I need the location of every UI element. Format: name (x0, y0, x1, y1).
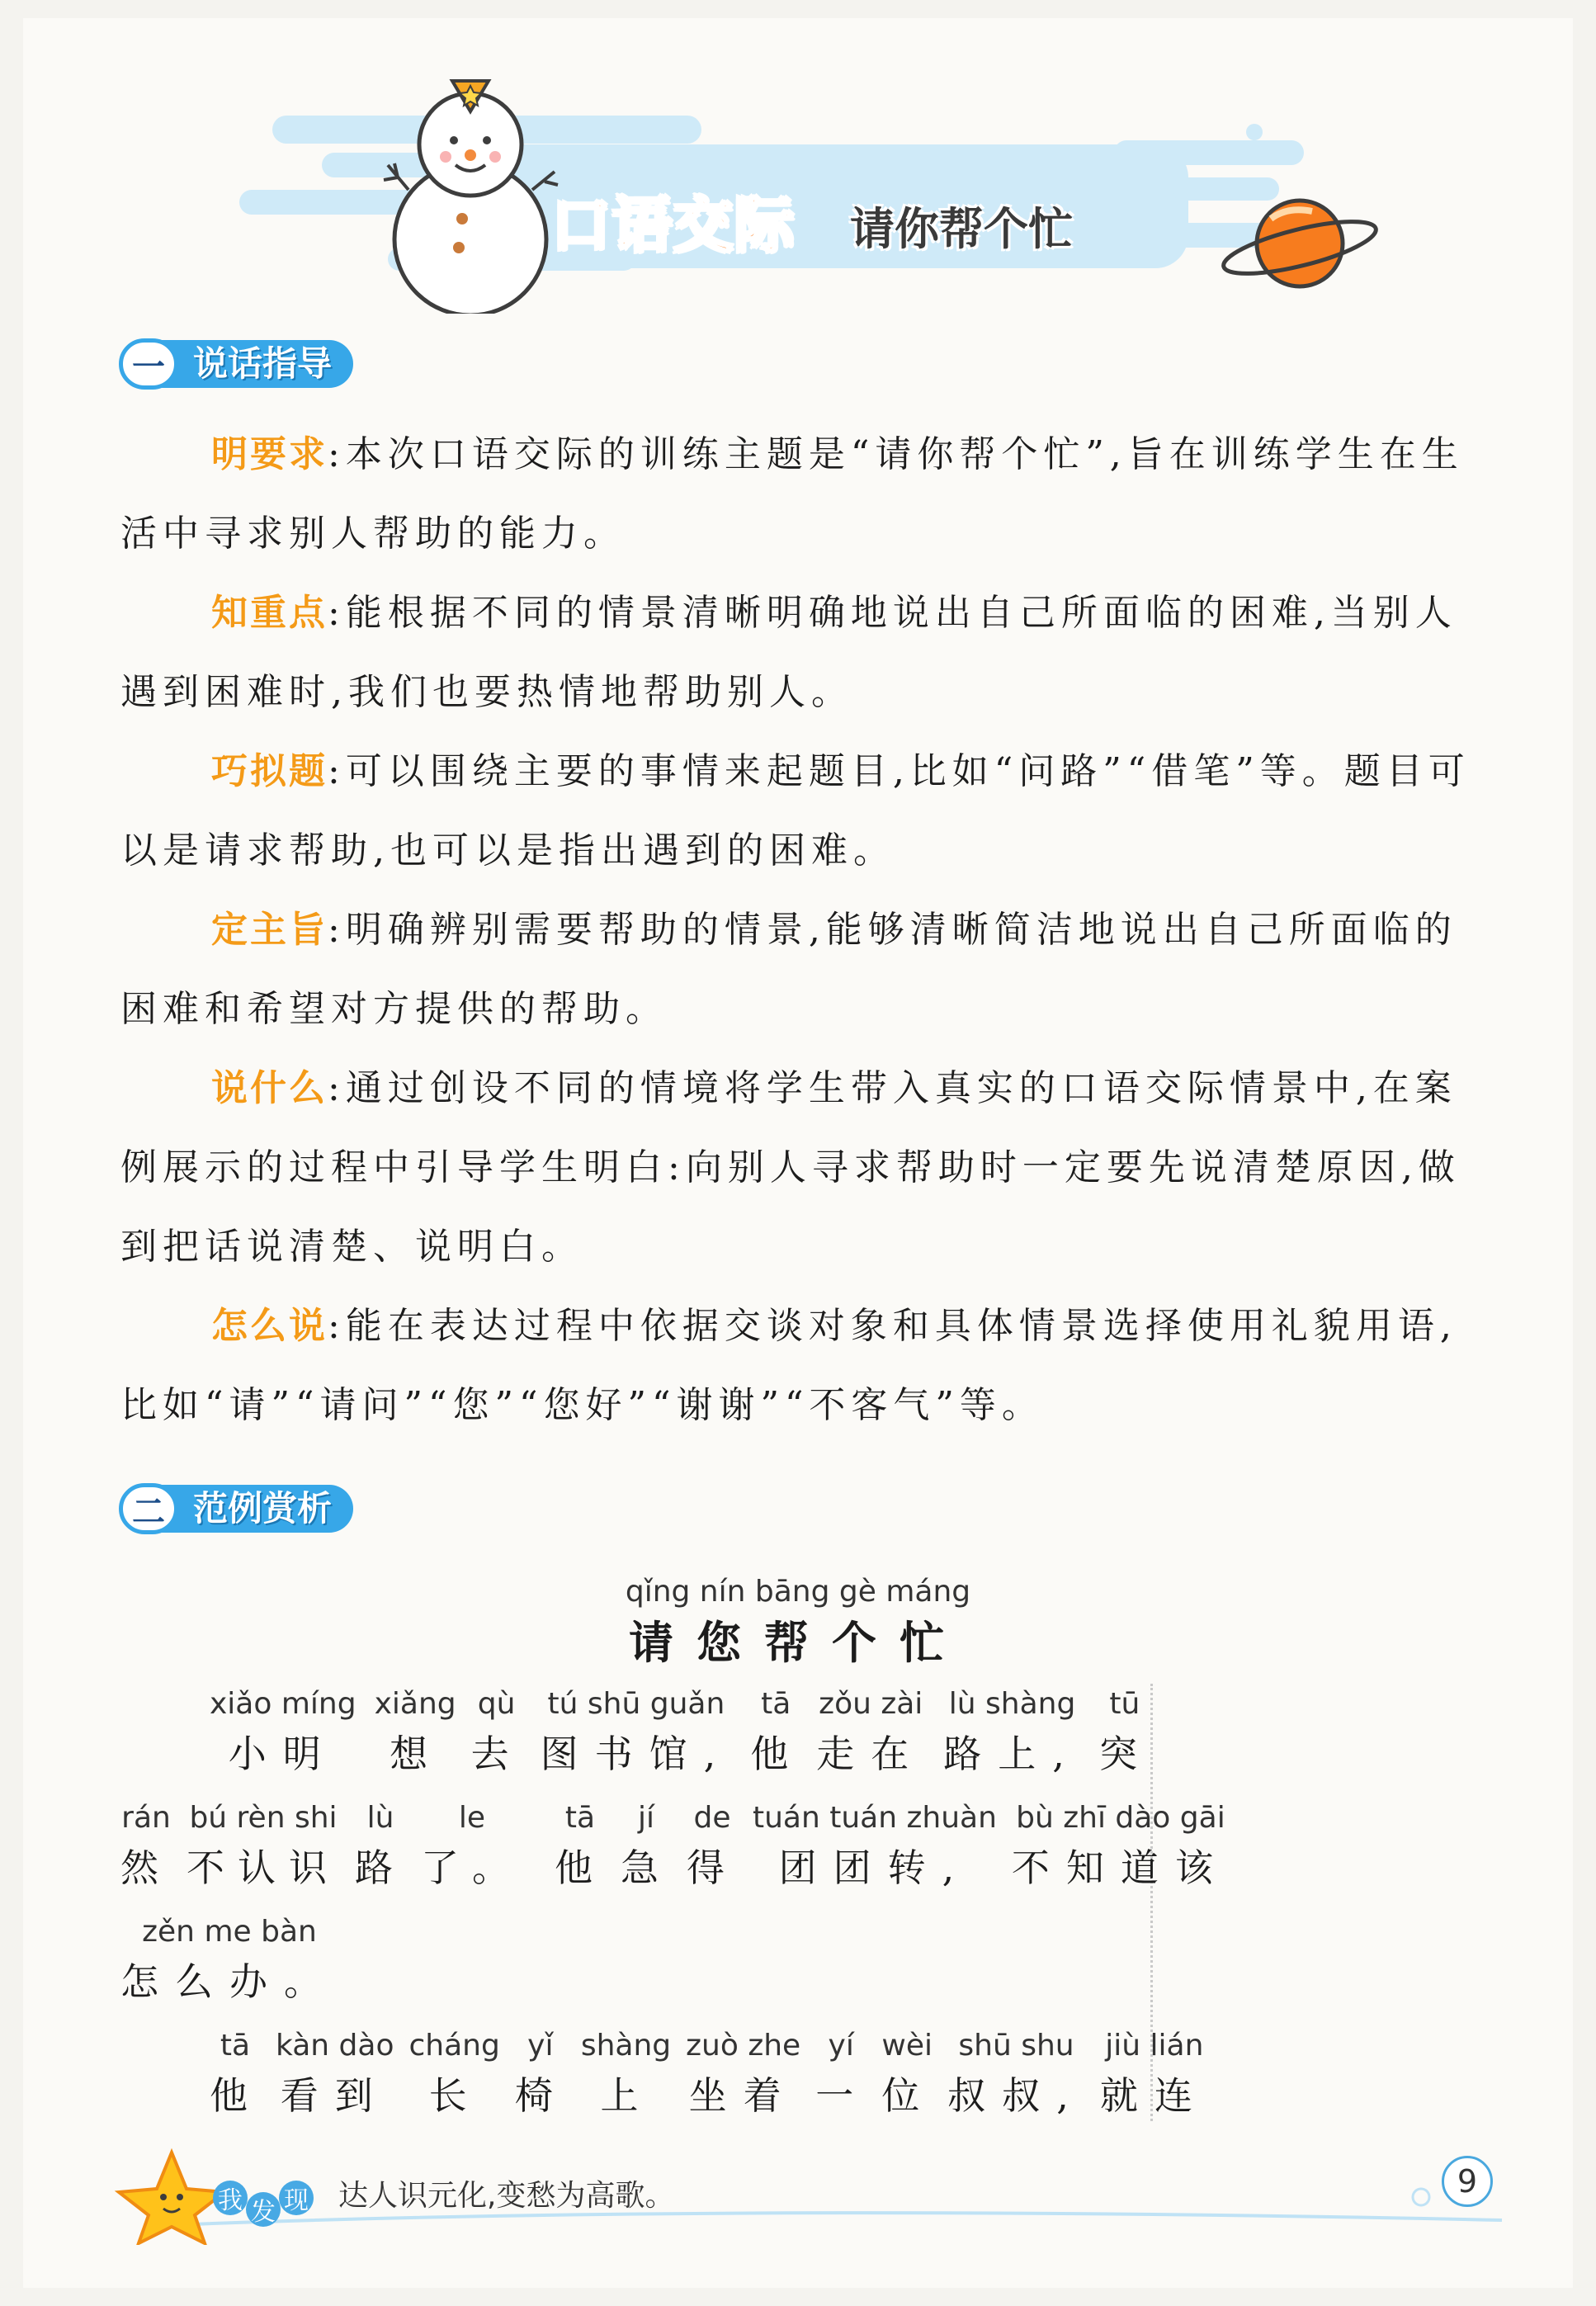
story-word (187, 1799, 340, 1898)
word-hanzi: 不知道该 (1011, 1845, 1230, 1890)
word-hanzi: 他 (750, 1732, 802, 1776)
word-hanzi: 小明 (228, 1732, 338, 1776)
word-pinyin: wèi (881, 2029, 933, 2063)
guide-text: :能在表达过程中依据交谈对象和具体情景选择使用礼貌用语,比如“请”“请问”“您”“您好”“谢谢”“不客气”等。 (120, 1305, 1457, 1426)
guide-key: 怎么说 (211, 1305, 328, 1347)
word-hanzi: 怎么办。 (120, 1959, 338, 2004)
guide-text: :本次口语交际的训练主题是“请你帮个忙”,旨在训练学生在生活中寻求别人帮助的能力。 (120, 433, 1464, 555)
story-word (947, 2027, 1085, 2126)
header-banner (0, 0, 1596, 314)
word-pinyin: zǒu zài (819, 1687, 923, 1721)
word-pinyin: tā (761, 1687, 791, 1721)
guide-paragraph (120, 732, 1490, 891)
word-hanzi: 了。 (421, 1845, 523, 1890)
word-pinyin: xiǎng (374, 1687, 456, 1721)
story-line (210, 2027, 1209, 2126)
word-hanzi: 想 (390, 1732, 441, 1776)
word-hanzi: 椅 (514, 2073, 566, 2118)
word-pinyin: shū shu (958, 2029, 1074, 2063)
story-word (515, 2027, 566, 2126)
word-pinyin: qù (477, 1687, 516, 1721)
section-number: 一 (119, 338, 178, 390)
word-pinyin: tuán tuán zhuàn (753, 1801, 997, 1835)
story-word (943, 1685, 1081, 1784)
word-pinyin: tū (1109, 1687, 1140, 1721)
story-word (581, 2027, 671, 2126)
word-hanzi: 他 (555, 1845, 606, 1890)
star-icon (119, 2152, 224, 2243)
word-pinyin: tā (220, 2029, 251, 2063)
word-pinyin: tú shū guǎn (547, 1687, 725, 1721)
word-hanzi: 然 (120, 1845, 172, 1890)
guide-key: 说什么 (211, 1067, 328, 1109)
word-pinyin: zuò zhe (686, 2029, 801, 2063)
guide-key: 明要求 (211, 433, 328, 475)
word-hanzi: 图书馆, (540, 1732, 733, 1776)
word-pinyin: cháng (408, 2029, 500, 2063)
story-word (555, 1799, 606, 1898)
word-pinyin: shàng (580, 2029, 672, 2063)
story-word (120, 1799, 172, 1898)
word-pinyin: jí (637, 1801, 654, 1835)
story-word (816, 1685, 925, 1784)
story-word (686, 2027, 800, 2126)
word-hanzi: 路上, (943, 1732, 1081, 1776)
word-hanzi: 不认识 (187, 1845, 340, 1890)
word-hanzi: 他 (210, 2073, 261, 2118)
lesson-category-title: 口语交际 (551, 191, 796, 260)
word-pinyin: bù zhī dào gāi (1016, 1801, 1225, 1835)
guide-key: 巧拟题 (211, 750, 328, 792)
story-word (881, 2027, 933, 2126)
story-word (1099, 1685, 1150, 1784)
story-word (471, 1685, 522, 1784)
footer (0, 2146, 1596, 2245)
word-hanzi: 路 (355, 1845, 406, 1890)
discover-badge-char: 发 (246, 2192, 281, 2227)
guide-text: :通过创设不同的情境将学生带入真实的口语交际情景中,在案例展示的过程中引导学生明白:向别人寻求帮助时一定要先说清楚原因,做到把话说清楚、说明白。 (120, 1067, 1461, 1268)
word-hanzi: 就连 (1099, 2073, 1209, 2118)
section-label: 范例赏析 (162, 1485, 353, 1533)
word-pinyin: kàn dào (276, 2029, 394, 2063)
guide-paragraph (120, 1049, 1490, 1287)
guide-text: :明确辨别需要帮助的情景,能够清晰简洁地说出自己所面临的困难和希望对方提供的帮助。 (120, 909, 1457, 1030)
section-heading-example (119, 1481, 353, 1536)
story-line (120, 1913, 338, 2012)
footer-quote: 达人识元化,变愁为高歌。 (338, 2179, 675, 2213)
word-hanzi: 得 (687, 1845, 738, 1890)
story-word (1012, 1799, 1230, 1898)
word-hanzi: 团团转, (778, 1845, 971, 1890)
word-pinyin: xiǎo míng (210, 1687, 357, 1721)
story-word (1100, 2027, 1209, 2126)
banner-decoration (0, 0, 1596, 314)
section-label: 说话指导 (162, 340, 353, 388)
story-word (750, 1685, 801, 1784)
story-word (210, 1685, 357, 1784)
word-hanzi: 去 (470, 1732, 522, 1776)
discover-badge-char: 我 (213, 2181, 248, 2215)
guide-paragraph (120, 415, 1490, 574)
story-word (276, 2027, 394, 2126)
guide-paragraph (120, 1287, 1490, 1445)
word-hanzi: 位 (881, 2073, 933, 2118)
word-hanzi: 叔叔, (947, 2073, 1085, 2118)
story-word (687, 1799, 738, 1898)
word-hanzi: 走在 (816, 1732, 926, 1776)
story-word (408, 2027, 499, 2126)
story-line (210, 1685, 1150, 1784)
page-number: 9 (1442, 2156, 1493, 2207)
guide-paragraph (120, 574, 1490, 732)
story-word (355, 1799, 406, 1898)
word-pinyin: de (693, 1801, 731, 1835)
story-word (120, 1913, 338, 2012)
story-word (421, 1799, 523, 1898)
section-heading-speaking-guide (119, 337, 353, 391)
guide-paragraph (120, 891, 1490, 1049)
word-pinyin: yí (828, 2029, 854, 2063)
story-word (621, 1799, 672, 1898)
story-word (541, 1685, 733, 1784)
guide-text: :可以围绕主要的事情来起题目,比如“问路”“借笔”等。题目可以是请求帮助,也可以是指出遇到的困难。 (120, 750, 1471, 872)
guide-key: 知重点 (211, 592, 328, 634)
word-hanzi: 急 (621, 1845, 672, 1890)
word-pinyin: yǐ (527, 2029, 554, 2063)
word-pinyin: le (458, 1801, 486, 1835)
word-pinyin: zěn me bàn (142, 1915, 317, 1949)
lesson-title: 请你帮个忙 (850, 203, 1073, 255)
word-pinyin: tā (564, 1801, 596, 1835)
word-pinyin: lù (366, 1801, 394, 1835)
story-line (120, 1799, 1230, 1898)
word-hanzi: 上 (600, 2073, 652, 2118)
section-number: 二 (119, 1483, 178, 1534)
word-hanzi: 坐着 (688, 2073, 798, 2118)
story-title-pinyin: qǐng nín bāng gè máng (625, 1575, 971, 1609)
word-hanzi: 长 (428, 2073, 480, 2118)
story-title: 请您帮个忙 (629, 1616, 967, 1669)
word-pinyin: lù shàng (948, 1687, 1076, 1721)
story-word (210, 2027, 261, 2126)
word-hanzi: 突 (1098, 1732, 1150, 1776)
discover-badge-char: 现 (279, 2181, 314, 2215)
word-pinyin: rán (121, 1801, 171, 1835)
word-hanzi: 一 (815, 2073, 867, 2118)
guide-key: 定主旨 (211, 909, 328, 951)
word-pinyin: bú rèn shi (189, 1801, 338, 1835)
word-hanzi: 看到 (280, 2073, 390, 2118)
story-word (815, 2027, 866, 2126)
word-pinyin: jiù lián (1105, 2029, 1204, 2063)
story-word (375, 1685, 456, 1784)
story-word (753, 1799, 997, 1898)
guide-text: :能根据不同的情景清晰明确地说出自己所面临的困难,当别人遇到困难时,我们也要热情地帮助别人。 (120, 592, 1457, 713)
